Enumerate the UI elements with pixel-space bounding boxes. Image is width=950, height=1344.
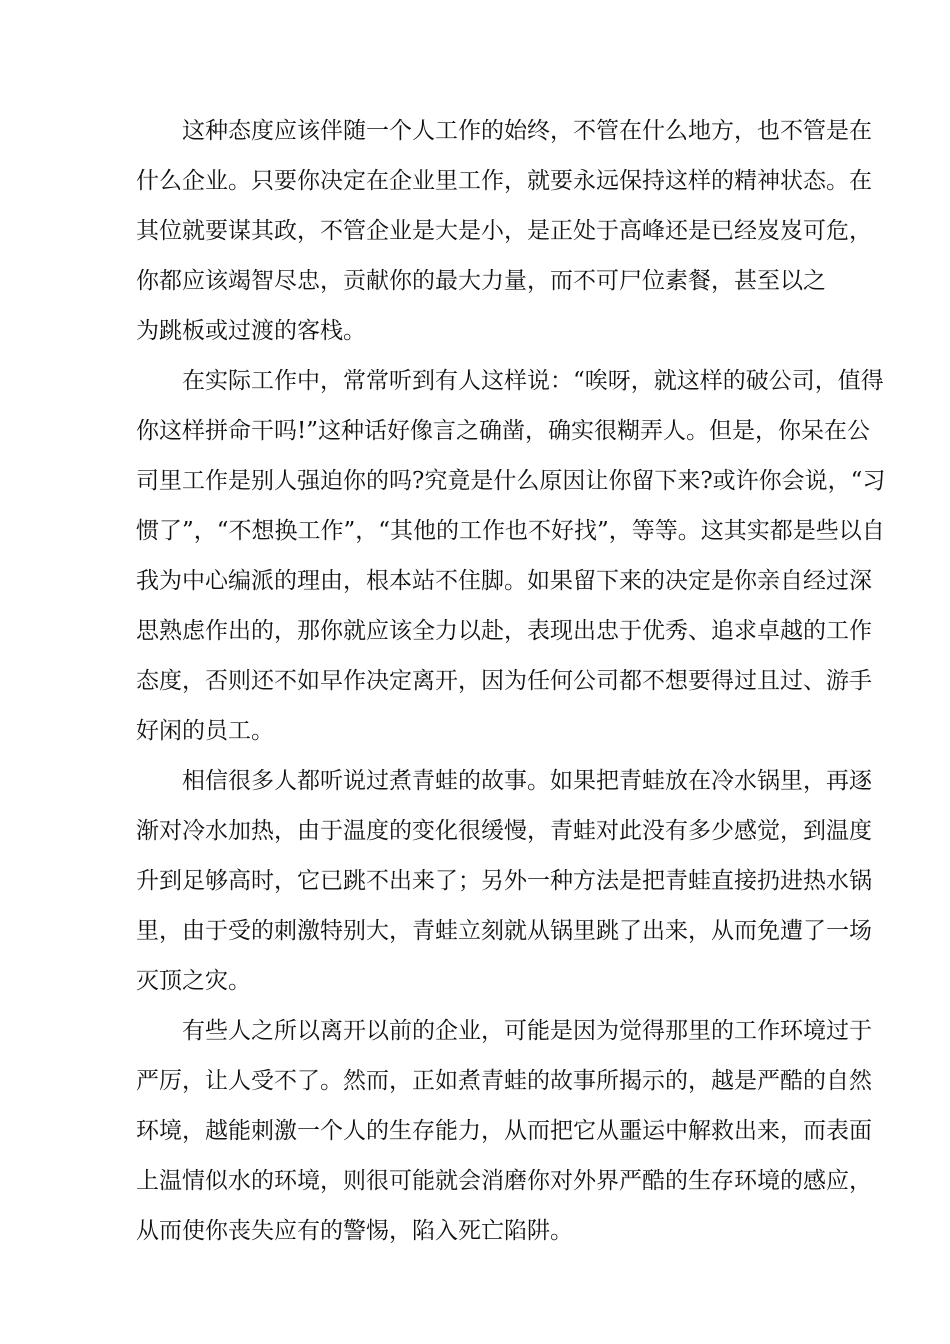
text-line: 其位就要谋其政，不管企业是大是小，是正处于高峰还是已经岌岌可危， — [136, 218, 872, 244]
text-line: 态度，否则还不如早作决定离开，因为任何公司都不想要得过且过、游手 — [136, 668, 872, 694]
text-line: 你这样拼命干吗!”这种话好像言之确凿，确实很糊弄人。但是，你呆在公 — [136, 418, 871, 444]
text-line: 司里工作是别人强迫你的吗?究竟是什么原因让你留下来?或许你会说，“习 — [136, 468, 886, 494]
text-line: 有些人之所以离开以前的企业，可能是因为觉得那里的工作环境过于 — [182, 1018, 872, 1044]
paragraph-1 — [136, 106, 872, 356]
text-line: 从而使你丧失应有的警惕，陷入死亡陷阱。 — [136, 1218, 573, 1244]
text-line: 在实际工作中，常常听到有人这样说：“唉呀，就这样的破公司，值得 — [182, 368, 884, 394]
text-line: 环境，越能刺激一个人的生存能力，从而把它从噩运中解救出来，而表面 — [136, 1118, 872, 1144]
text-line: 惯了”，“不想换工作”，“其他的工作也不好找”，等等。这其实都是些以自 — [136, 518, 885, 544]
text-line: 上温情似水的环境，则很可能就会消磨你对外界严酷的生存环境的感应， — [136, 1168, 872, 1194]
text-line: 你都应该竭智尽忠，贡献你的最大力量，而不可尸位素餐，甚至以之 — [136, 268, 826, 294]
text-line: 升到足够高时，它已跳不出来了；另外一种方法是把青蛙直接扔进热水锅 — [136, 868, 872, 894]
text-line: 什么企业。只要你决定在企业里工作，就要永远保持这样的精神状态。在 — [136, 168, 872, 194]
text-line: 里，由于受的刺激特别大，青蛙立刻就从锅里跳了出来，从而免遭了一场 — [136, 918, 872, 944]
text-line: 思熟虑作出的，那你就应该全力以赴，表现出忠于优秀、追求卓越的工作 — [136, 618, 872, 644]
text-line: 渐对冷水加热，由于温度的变化很缓慢，青蛙对此没有多少感觉，到温度 — [136, 818, 872, 844]
text-line: 为跳板或过渡的客栈。 — [136, 318, 366, 344]
text-line: 灭顶之灾。 — [136, 968, 251, 994]
text-line: 好闲的员工。 — [136, 718, 274, 744]
text-line: 我为中心编派的理由，根本站不住脚。如果留下来的决定是你亲自经过深 — [136, 568, 872, 594]
paragraph-3 — [136, 756, 872, 1006]
document-body — [136, 106, 886, 1256]
text-line: 相信很多人都听说过煮青蛙的故事。如果把青蛙放在冷水锅里，再逐 — [182, 768, 872, 794]
paragraph-2 — [136, 356, 886, 756]
paragraph-4 — [136, 1006, 872, 1256]
text-line: 严厉，让人受不了。然而，正如煮青蛙的故事所揭示的，越是严酷的自然 — [136, 1068, 872, 1094]
text-line: 这种态度应该伴随一个人工作的始终，不管在什么地方，也不管是在 — [182, 118, 872, 144]
